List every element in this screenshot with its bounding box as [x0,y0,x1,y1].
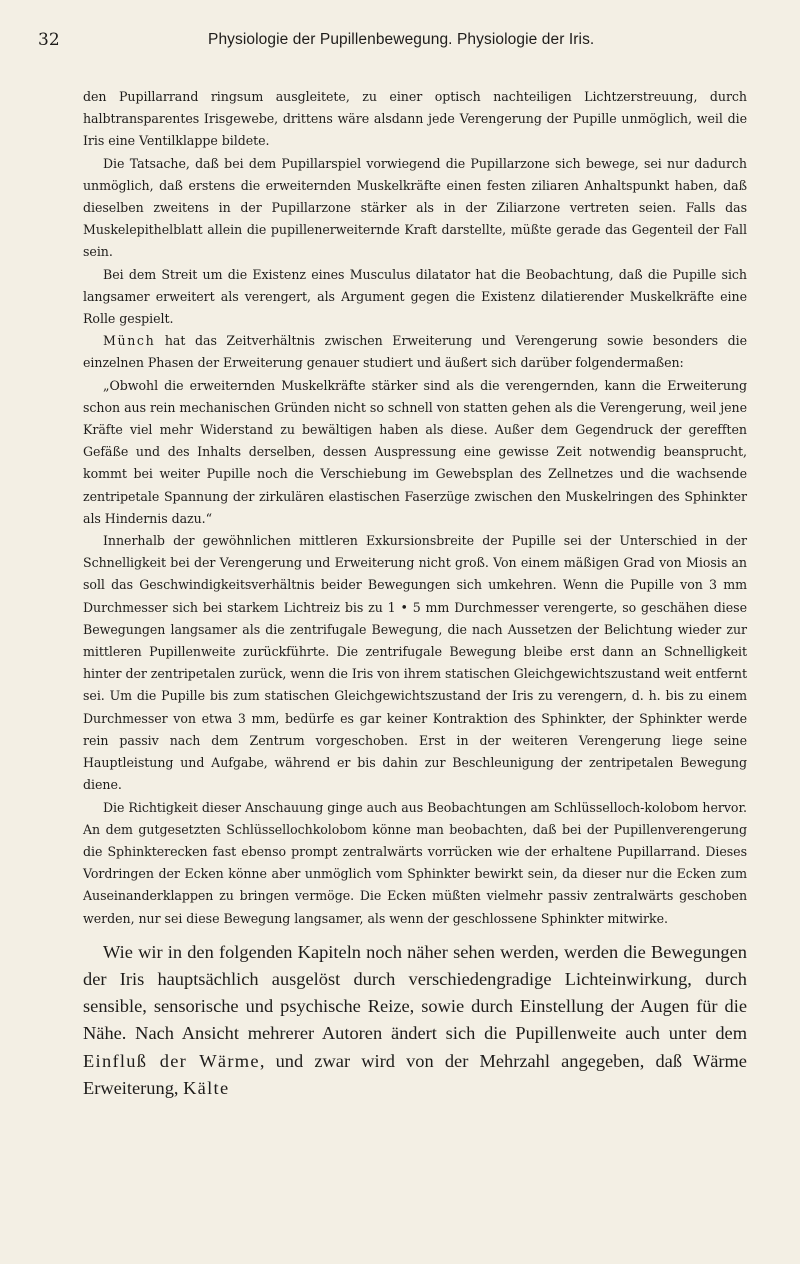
page-number: 32 [38,30,60,50]
emphasis-text: Einfluß der Wärme [83,1050,260,1071]
author-name: Münch [103,333,156,349]
large-paragraph [83,939,747,1102]
paragraph-text: hat das Zeitverhältnis zwischen Erweiterung und Verengerung sowie besonders die einzelnen Phasen der Erweiterung genauer studiert und äußert sich darüber folgendermaßen: [83,333,747,371]
paragraph [83,330,747,374]
paragraph: Die Tatsache, daß bei dem Pupillarspiel vorwiegend die Pupillarzone sich bewege, sei nur dadurch unmöglich, daß erstens die erweiternden Muskelkräfte einen festen ziliaren Anhaltspunkt haben, daß dieselben zweitens in der Pupillarzone stärker als in der Ziliarzone vertreten seien. Falls das Muskelepithelblatt allein die pupillenerweiternde Kraft darstellte, müßte gerade das Gegenteil der Fall sein. [83,155,747,260]
body-text [83,86,747,1102]
page-header [38,22,738,52]
paragraph: Innerhalb der gewöhnlichen mittleren Exkursionsbreite der Pupille sei der Unterschied in der Schnelligkeit bei der Verengerung und Erweiterung nicht groß. Von einem mäßigen Grad von Miosis an soll das Geschwindigkeitsverhältnis beider Bewegungen sich umkehren. Wenn die Pupille von 3 mm Durchmesser sich bei starkem Lichtreiz bis zu 1 • 5 mm Durchmesser verengerte, so geschähen diese Bewegungen langsamer als die zentrifugale Bewegung, die nach Aussetzen der Belichtung wieder zur mittleren Pupillenweite zurückführte. Die zentrifugale Bewegung bleibe erst dann an Schnelligkeit hinter der zentripetalen zurück, wenn die Iris von ihrem statischen Gleichgewichtszustand weit entfernt sei. Um die Pupille bis zum statischen Gleichgewichtszustand der Iris zu verengern, d. h. bis zu einem Durchmesser von etwa 3 mm, bedürfe es gar keiner Kontraktion des Sphinkter, der Sphinkter werde rein passiv nach dem Zentrum vorgeschoben. Erst in der weiteren Verengerung liege seine Hauptleistung und Aufgabe, während er bis dahin zur Beschleunigung der zentripetalen Bewegung diene. [83,533,747,793]
paragraph: Bei dem Streit um die Existenz eines Musculus dilatator hat die Beobachtung, daß die Pupille sich langsamer erweitert als verengert, als Argument gegen die Existenz dilatierender Muskelkräfte eine Rolle gespielt. [83,266,747,327]
paragraph: den Pupillarrand ringsum ausgleitete, zu einer optisch nachteiligen Lichtzerstreuung, durch halbtransparentes Irisgewebe, drittens wäre alsdann jede Verengerung der Pupille unmöglich, weil die Iris eine Ventilklappe bildete. [83,89,747,149]
paragraph: Die Richtigkeit dieser Anschauung ginge auch aus Beobachtungen am Schlüsselloch-kolobom hervor. An dem gutgesetzten Schlüssellochkolobom könne man beobachten, daß bei der Pupillenverengerung die Sphinkterecken fast ebenso prompt zentralwärts vorrücken wie der erhaltene Pupillarrand. Dieses Vordringen der Ecken könne aber unmöglich vom Sphinkter bewirkt sein, da dieser nur die Ecken zum Auseinanderklappen zu bringen vermöge. Die Ecken müßten vielmehr passiv zentralwärts geschoben werden, nur sei diese Bewegung langsamer, als wenn der geschlossene Sphinkter mitwirke. [83,799,747,926]
paragraph-text: Wie wir in den folgenden Kapiteln noch näher sehen werden, werden die Bewegungen der Iris hauptsächlich ausgelöst durch verschiedengradige Lichteinwirkung, durch sensible, sensorische und psychische Reize, sowie durch Einstellung der Augen für die Nähe. Nach Ansicht mehrerer Autoren ändert sich die Pupillenweite auch unter dem [83,941,747,1044]
quotation-paragraph: „Obwohl die erweiternden Muskelkräfte stärker sind als die verengernden, kann die Erweiterung schon aus rein mechanischen Gründen nicht so schnell von statten gehen als die Verengerung, weil jene Kräfte viel mehr Widerstand zu bewältigen haben als diese. Außer dem Gegendruck der gerefften Gefäße und des Inhalts derselben, dessen Auspressung eine gewisse Zeit notwendig beansprucht, kommt bei weiter Pupille noch die Verschiebung im Gewebsplan des Zellnetzes und die wachsende zentripetale Spannung der zirkulären elastischen Faserzüge zwischen den Muskelringen des Sphinkter als Hindernis dazu.“ [83,377,747,526]
paragraph-text: , und zwar wird von der Mehrzahl angegeben, daß Wärme Erweiterung, [83,1050,747,1098]
running-title: Physiologie der Pupillenbewegung. Physiologie der Iris. [208,31,595,48]
emphasis-text: Kälte [183,1077,230,1098]
